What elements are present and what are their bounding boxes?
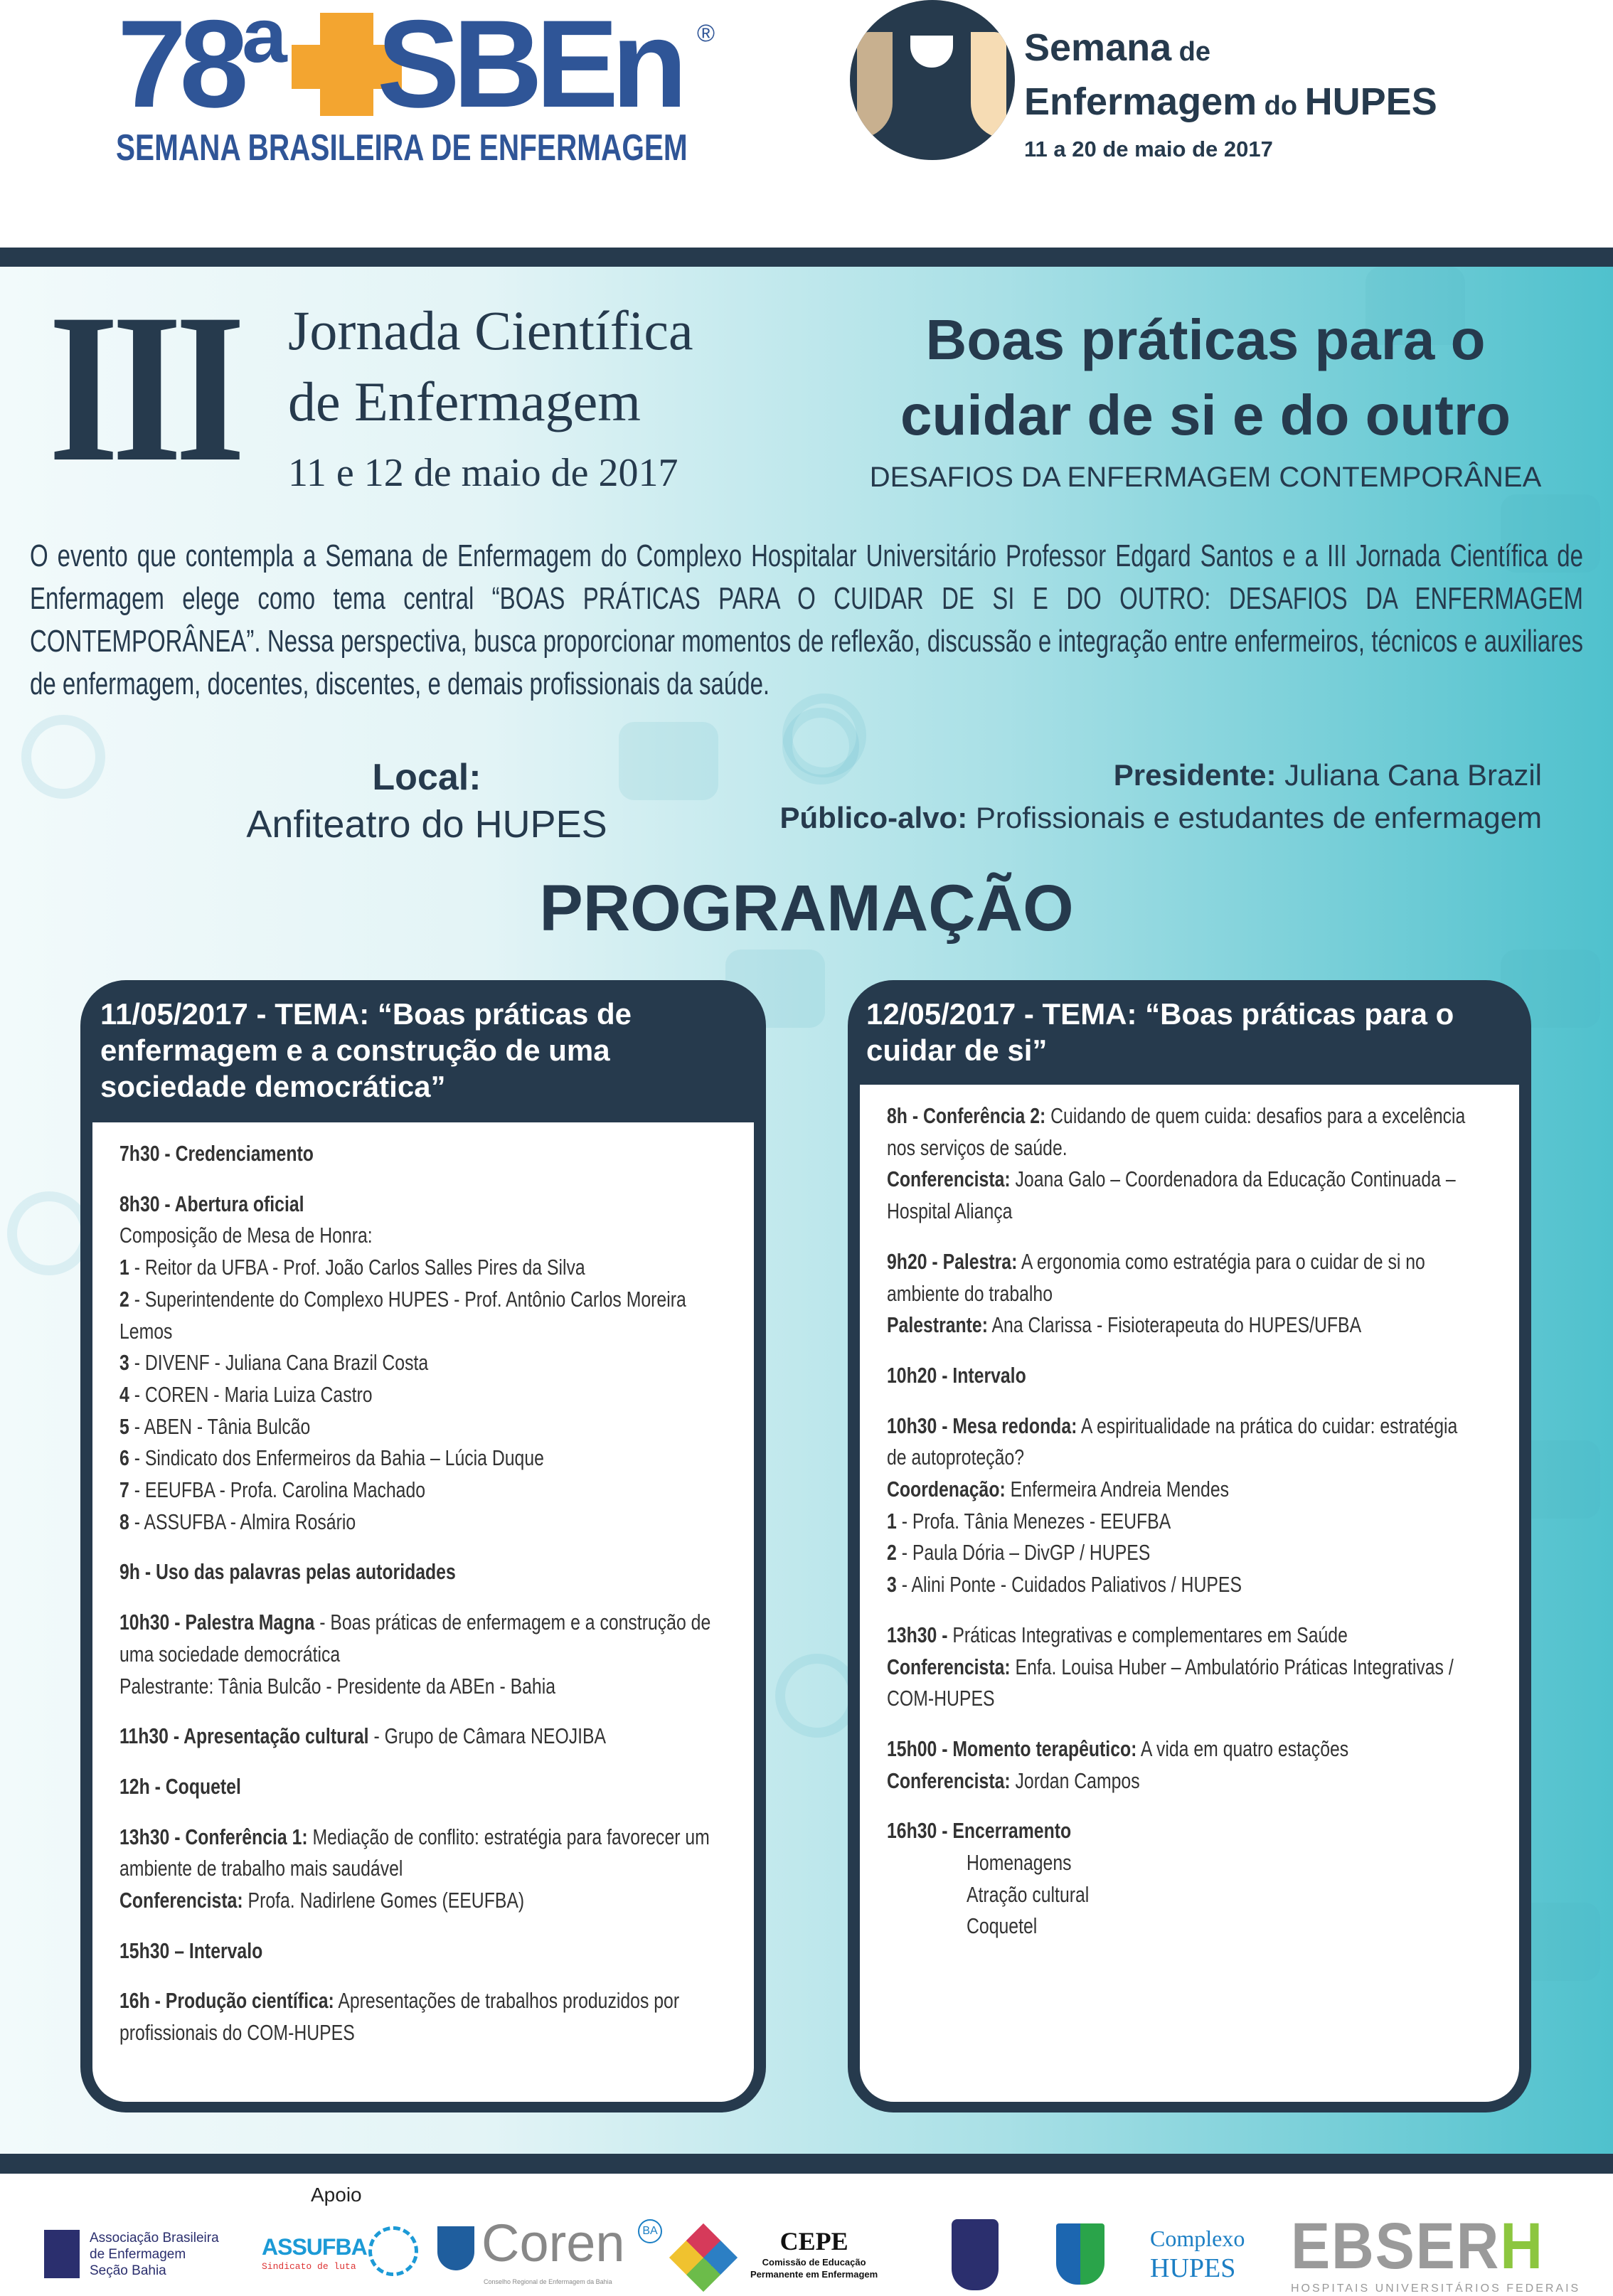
jornada-title: Jornada Científica de Enfermagem 11 e 12 de maio de 2017 (288, 295, 693, 501)
schedule-line-text: - Profa. Tânia Menezes - EEUFBA (896, 1508, 1171, 1534)
schedule-entry (887, 1246, 1479, 1341)
schedule-line-bold: 4 (119, 1381, 129, 1407)
schedule-line (887, 1164, 1479, 1227)
registered-mark: ® (697, 20, 715, 47)
schedule-line-text: Composição de Mesa de Honra: (119, 1223, 373, 1248)
schedule-line-text: Jordan Campos (1010, 1768, 1140, 1793)
schedule-line-text: Coquetel (967, 1913, 1038, 1939)
schedule-line (119, 1347, 711, 1379)
schedule-line-text: - COREN - Maria Luiza Castro (129, 1381, 373, 1407)
schedule-line (887, 1879, 1479, 1911)
schedule-line-bold: 2 (119, 1286, 129, 1312)
schedule-line-text: Práticas Integrativas e complementares em Saúde (947, 1622, 1348, 1647)
schedule-line-text: - Superintendente do Complexo HUPES - Prof. Antônio Carlos Moreira Lemos (119, 1286, 686, 1344)
schedule-line-text: A espiritualidade na prática do cuidar: estratégia de autoproteção? (887, 1413, 1458, 1470)
schedule-line (119, 1506, 711, 1538)
schedule-line-bold: 7h30 - Credenciamento (119, 1141, 314, 1166)
schedule-line (119, 1985, 711, 2048)
schedule-line-bold: Conferencista: (887, 1654, 1011, 1679)
hand-left-icon (857, 32, 893, 139)
schedule-entry (887, 1733, 1479, 1797)
schedule-entry (119, 1138, 711, 1170)
schedule-line-text: Enfa. Louisa Huber – Ambulatório Práticas Integrativas / COM-HUPES (887, 1654, 1454, 1711)
day1-title: 11/05/2017 - TEMA: “Boas práticas de enfermagem e a construção de uma sociedade democrática” (100, 997, 632, 1103)
schedule-line (887, 1910, 1479, 1942)
roman-numeral: III (48, 270, 239, 506)
schedule-line-bold: 13h30 - (887, 1622, 948, 1647)
day2-entries (887, 1100, 1479, 1961)
schedule-line (887, 1620, 1479, 1652)
schedule-line-bold: 8 (119, 1509, 129, 1534)
schedule-line (887, 1474, 1479, 1506)
coren-shield-icon (437, 2226, 474, 2270)
schedule-line (887, 1246, 1479, 1309)
schedule-line-bold: 10h30 - Mesa redonda: (887, 1413, 1077, 1438)
sben-name: SBEn (377, 0, 681, 134)
schedule-line (119, 1284, 711, 1347)
schedule-entry (887, 1410, 1479, 1601)
hupes-crest-icon (1056, 2223, 1104, 2285)
day1-schedule (92, 1122, 754, 2102)
day2-schedule (860, 1085, 1519, 2102)
puzzle-icon (669, 2223, 738, 2292)
schedule-line (887, 1537, 1479, 1569)
schedule-line (119, 1607, 711, 1670)
schedule-line-bold: 10h20 - Intervalo (887, 1362, 1026, 1388)
schedule-entry (119, 1189, 711, 1538)
schedule-line-bold: 6 (119, 1445, 129, 1471)
schedule-line-text: - Boas práticas de enfermagem e a construção de uma sociedade democrática (119, 1610, 711, 1667)
schedule-entry (887, 1620, 1479, 1715)
schedule-line-bold: Conferencista: (887, 1166, 1011, 1192)
schedule-line (887, 1360, 1479, 1392)
schedule-entry (119, 1556, 711, 1588)
day1-entries (119, 1138, 711, 2068)
day1-card (80, 980, 766, 2112)
schedule-line-text: Profa. Nadirlene Gomes (EEUFBA) (243, 1888, 525, 1913)
schedule-line (887, 1733, 1479, 1765)
aben-text: Associação Brasileira de Enfermagem Seção Bahia (90, 2231, 219, 2278)
schedule-line-bold: 11h30 - Apresentação cultural (119, 1723, 369, 1749)
top-divider (0, 248, 1613, 267)
schedule-line-bold: 9h - Uso das palavras pelas autoridades (119, 1559, 456, 1585)
schedule-line-bold: 15h30 – Intervalo (119, 1938, 263, 1963)
schedule-line-bold: 16h30 - Encerramento (887, 1818, 1072, 1844)
sben-logo (114, 0, 725, 134)
schedule-line-bold: 3 (119, 1350, 129, 1376)
schedule-line-bold: Palestrante: (887, 1312, 988, 1338)
schedule-entry (119, 1771, 711, 1803)
local-info: Local: Anfiteatro do HUPES (246, 757, 607, 846)
schedule-line (887, 1847, 1479, 1879)
schedule-line-text: Mediação de conflito: estratégia para favorecer um ambiente de trabalho mais saudável (119, 1824, 710, 1881)
schedule-line-bold: Coordenação: (887, 1477, 1006, 1502)
schedule-line-text: Atração cultural (967, 1881, 1090, 1907)
apoio-label: Apoio (311, 2184, 362, 2206)
event-info (647, 754, 1542, 839)
schedule-entry (887, 1815, 1479, 1942)
schedule-entry (119, 1935, 711, 1967)
nursing-lamp-icon (910, 36, 953, 68)
schedule-entry (119, 1822, 711, 1917)
sben-number: 78ª (117, 0, 281, 134)
presidente-line: Presidente: Juliana Cana Brazil (1113, 758, 1542, 792)
schedule-line (887, 1309, 1479, 1341)
schedule-line (119, 1935, 711, 1967)
schedule-line-text: - ABEN - Tânia Bulcão (129, 1413, 311, 1439)
schedule-line (887, 1506, 1479, 1538)
schedule-line-bold: 16h - Produção científica: (119, 1988, 334, 2014)
schedule-line-text: Cuidando de quem cuida: desafios para a excelência nos serviços de saúde. (887, 1103, 1466, 1160)
theme-title: Boas práticas para o cuidar de si e do outro DESAFIOS DA ENFERMAGEM CONTEMPORÂNEA (804, 302, 1607, 497)
schedule-line-text: - DIVENF - Juliana Cana Brazil Costa (129, 1350, 429, 1376)
schedule-line (119, 1252, 711, 1284)
schedule-entry (119, 1607, 711, 1702)
schedule-entry (887, 1360, 1479, 1392)
assufba-logo: ASSUFBA Sindicato de luta (262, 2233, 367, 2273)
schedule-line-bold: 5 (119, 1413, 129, 1439)
schedule-line-bold: Conferencista: (119, 1888, 243, 1913)
schedule-line (119, 1442, 711, 1474)
jornada-dates: 11 e 12 de maio de 2017 (288, 451, 678, 495)
hupes-title: Semana de Enfermagem do HUPES 11 a 20 de maio de 2017 (1024, 26, 1437, 165)
schedule-line-text: A vida em quatro estações (1136, 1736, 1349, 1761)
aben-emblem-icon (44, 2230, 80, 2278)
intro-paragraph: O evento que contempla a Semana de Enfermagem do Complexo Hospitalar Universitário Professor Edgard Santos e a III Jornada Científica de Enfermagem elege como tema central “BOAS PRÁTICAS PARA O CUIDAR DE SI E DO OUTRO: DESAFIOS DA ENFERMAGEM CONTEMPORÂNEA”. Nessa perspectiva, busca proporcionar momentos de reflexão, discussão e integração entre enfermeiros, técnicos e auxiliares de enfermagem, docentes, discentes, e demais profissionais da saúde. (30, 538, 1583, 701)
schedule-line-bold: Conferencista: (887, 1768, 1011, 1793)
schedule-line-text: - Grupo de Câmara NEOJIBA (368, 1723, 607, 1749)
schedule-line (887, 1815, 1479, 1847)
schedule-line (119, 1411, 711, 1443)
schedule-line (887, 1100, 1479, 1164)
bottom-divider (0, 2154, 1613, 2174)
schedule-line (119, 1556, 711, 1588)
publico-line: Público-alvo: Profissionais e estudantes de enfermagem (779, 801, 1542, 834)
schedule-line-bold: 2 (887, 1540, 897, 1566)
schedule-line-text: - Paula Dória – DivGP / HUPES (896, 1540, 1151, 1566)
schedule-line-text: Joana Galo – Coordenadora da Educação Continuada – Hospital Aliança (887, 1166, 1456, 1224)
schedule-line (887, 1652, 1479, 1715)
hand-right-icon (971, 32, 1006, 139)
schedule-line-text: - Reitor da UFBA - Prof. João Carlos Salles Pires da Silva (129, 1255, 585, 1280)
schedule-entry (119, 1721, 711, 1753)
programacao-title: PROGRAMAÇÃO (539, 872, 1074, 945)
schedule-line (119, 1379, 711, 1411)
schedule-line-bold: 12h - Coquetel (119, 1773, 241, 1799)
schedule-line (119, 1822, 711, 1885)
schedule-line-text: A ergonomia como estratégia para o cuidar de si no ambiente do trabalho (887, 1248, 1425, 1306)
schedule-line-bold: 10h30 - Palestra Magna (119, 1610, 315, 1635)
schedule-line-text: Enfermeira Andreia Mendes (1005, 1477, 1230, 1502)
schedule-line-bold: 8h30 - Abertura oficial (119, 1191, 304, 1216)
gear-icon (368, 2226, 418, 2276)
schedule-line-text: - Alini Ponte - Cuidados Paliativos / HUPES (896, 1572, 1242, 1598)
hupes-dates: 11 a 20 de maio de 2017 (1024, 137, 1273, 161)
schedule-line (119, 1771, 711, 1803)
hupes-emblem (850, 0, 1015, 160)
schedule-line-bold: 8h - Conferência 2: (887, 1103, 1046, 1128)
theme-subtitle: DESAFIOS DA ENFERMAGEM CONTEMPORÂNEA (869, 462, 1542, 493)
schedule-line-text: Palestrante: Tânia Bulcão - Presidente da ABEn - Bahia (119, 1673, 556, 1699)
schedule-line-bold: 9h20 - Palestra: (887, 1248, 1018, 1274)
schedule-line-text: - EEUFBA - Profa. Carolina Machado (129, 1477, 426, 1503)
schedule-line-bold: 13h30 - Conferência 1: (119, 1824, 308, 1849)
schedule-line-bold: 15h00 - Momento terapêutico: (887, 1736, 1137, 1761)
schedule-line (887, 1765, 1479, 1797)
schedule-line-text: - Sindicato dos Enfermeiros da Bahia – Lúcia Duque (129, 1445, 544, 1471)
schedule-line-text: Apresentações de trabalhos produzidos por profissionais do COM-HUPES (119, 1988, 680, 2046)
schedule-line-text: Homenagens (967, 1850, 1072, 1876)
day2-title: 12/05/2017 - TEMA: “Boas práticas para o cuidar de si” (866, 997, 1454, 1067)
schedule-entry (119, 1985, 711, 2048)
schedule-line (119, 1885, 711, 1917)
schedule-line-bold: 1 (887, 1508, 897, 1534)
ebserh-logo: EBSERH HOSPITAIS UNIVERSITÁRIOS FEDERAIS (1291, 2210, 1581, 2295)
schedule-line-bold: 3 (887, 1572, 897, 1598)
schedule-line (887, 1569, 1479, 1601)
ufba-crest-icon (952, 2219, 999, 2290)
schedule-line-bold: 1 (119, 1255, 129, 1280)
schedule-line (119, 1671, 711, 1703)
schedule-line (119, 1474, 711, 1506)
schedule-line (887, 1410, 1479, 1474)
schedule-entry (887, 1100, 1479, 1228)
schedule-line (119, 1189, 711, 1221)
schedule-line (119, 1138, 711, 1170)
schedule-line-bold: 7 (119, 1477, 129, 1503)
schedule-line (119, 1721, 711, 1753)
schedule-line (119, 1220, 711, 1252)
sben-subtitle: SEMANA BRASILEIRA DE ENFERMAGEM (116, 127, 688, 169)
day2-card (848, 980, 1531, 2112)
schedule-line-text: - ASSUFBA - Almira Rosário (129, 1509, 356, 1534)
schedule-line-text: Ana Clarissa - Fisioterapeuta do HUPES/UFBA (987, 1312, 1362, 1338)
